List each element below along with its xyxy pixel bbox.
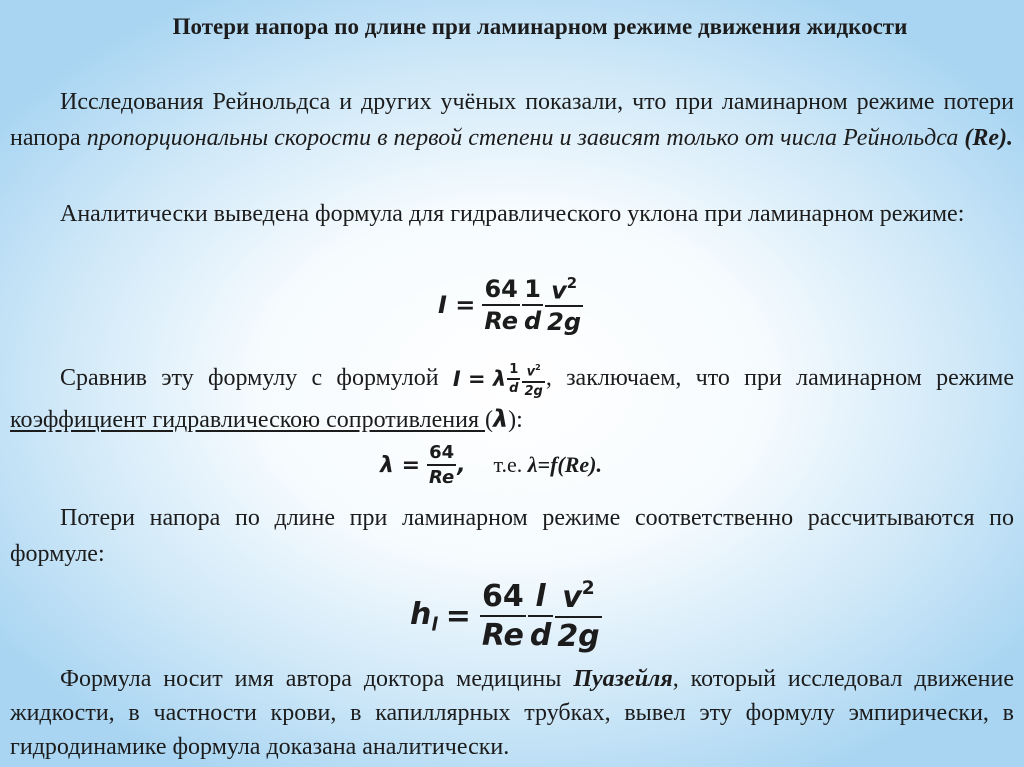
fraction-denominator: d [528, 615, 553, 653]
exponent: 2 [535, 363, 541, 373]
fraction-1-d [522, 275, 543, 335]
paren-open: ( [484, 407, 493, 434]
subscript: l [431, 614, 438, 636]
fraction-64-re [480, 579, 526, 653]
comma: , [457, 452, 466, 478]
underlined-term: коэффициент гидравлическою сопротивления [10, 407, 485, 434]
formula-hydraulic-slope [438, 274, 584, 336]
paragraph-comparison [10, 358, 1014, 440]
note-formula: λ=f(Re). [527, 452, 602, 477]
formula-lhs: λ = [380, 452, 421, 478]
fraction-numerator: 64 [429, 442, 455, 463]
velocity-symbol: v [551, 276, 567, 305]
slide-title: Потери напора по длине при ламинарном режиме движения жидкости [172, 14, 908, 39]
fraction-numerator [549, 274, 579, 305]
fraction-l-d [528, 579, 553, 653]
paragraph-bold-text: (Re). [964, 125, 1013, 151]
lambda-symbol: λ [492, 405, 509, 434]
formula-lambda [380, 442, 602, 488]
fraction-v2-2g [545, 274, 583, 336]
paragraph-hydraulic-slope: Аналитически выведена формула для гидравлического уклона при ламинарном режиме: [60, 201, 965, 227]
fraction-numerator: 1 [509, 362, 519, 378]
velocity-symbol: v [526, 364, 536, 380]
paragraph-head-loss: Потери напора по длине при ламинарном режиме соответственно рассчитываются по формуле: [10, 505, 1014, 567]
author-name: Пуазейля [573, 666, 673, 692]
fraction-v2-2g [555, 578, 601, 654]
paragraph-text: , заключаем, что при ламинарном режиме [545, 365, 1014, 391]
fraction-denominator: 2g [555, 616, 601, 654]
velocity-symbol: v [562, 580, 582, 616]
exponent: 2 [581, 578, 595, 599]
paragraph-text: , который исследовал движение жидкости, в частности крови, в капиллярных трубках, вывел эту формулу эмпирически, в гидродинамике формула доказана аналитически. [10, 666, 1015, 760]
fraction-denominator: d [522, 304, 543, 335]
fraction-64-re [427, 442, 456, 488]
inline-formula [453, 359, 546, 399]
fraction-numerator: 64 [481, 579, 524, 614]
fraction-numerator: 1 [524, 275, 541, 304]
fraction-denominator: Re [480, 615, 526, 653]
equals-sign: = [445, 598, 471, 634]
paren-close: ): [508, 407, 523, 434]
formula-head-loss [410, 578, 603, 654]
paragraph-italic-text: пропорциональны скорости в первой степени и зависят только от числа Рейнольдса [86, 125, 965, 151]
fraction-numerator [560, 578, 597, 616]
inline-fraction-1-d [507, 362, 520, 396]
paragraph-poiseuille [10, 662, 1014, 764]
fraction-numerator: 64 [484, 275, 518, 304]
exponent: 2 [566, 274, 578, 292]
inline-formula-lhs: I = λ [452, 367, 507, 392]
fraction-denominator: 2g [522, 381, 544, 399]
paragraph-reynolds-research [10, 84, 1014, 156]
formula-lhs [410, 597, 438, 636]
fraction-numerator [525, 360, 543, 381]
formula-lhs: I = [438, 291, 476, 320]
formula-note [494, 452, 602, 478]
fraction-64-re [482, 275, 520, 335]
paragraph-text: Формула носит имя автора доктора медицины [60, 666, 574, 692]
head-loss-symbol: h [410, 596, 432, 632]
inline-fraction-v2-2g [522, 360, 544, 399]
paragraph-text: Сравнив эту формулу с формулой [60, 365, 453, 391]
note-prefix: т.е. [493, 452, 528, 477]
fraction-denominator: Re [427, 464, 456, 488]
fraction-denominator: d [507, 378, 520, 396]
fraction-denominator: Re [482, 304, 520, 335]
fraction-numerator: l [535, 579, 546, 614]
fraction-denominator: 2g [545, 305, 583, 336]
paragraph-text: Исследования Рейнольдса и других учёных показали, что при ламинарном режиме потери напора [10, 89, 1014, 151]
